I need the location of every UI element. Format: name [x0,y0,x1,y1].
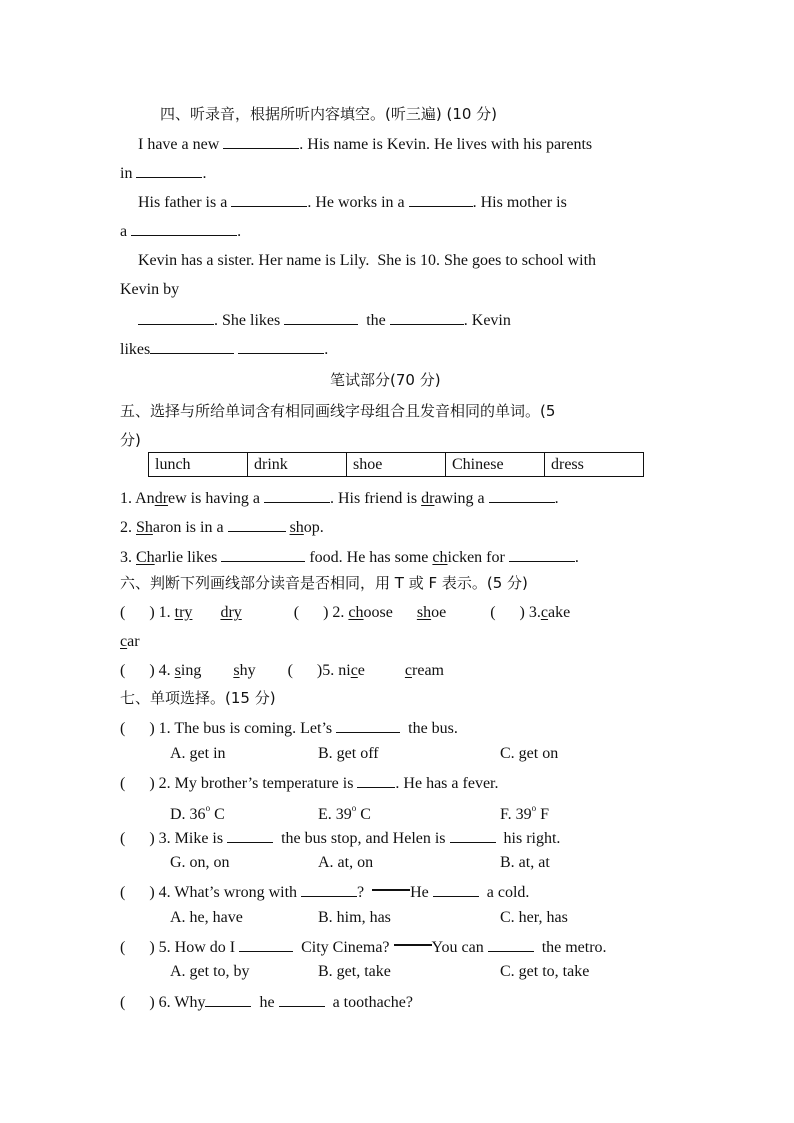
s7-q5-option-c: C. get to, take [500,963,590,980]
blank[interactable] [357,773,395,788]
s7-q3-option-b: B. at, at [500,854,550,871]
s7-q5-stem: ( ) 5. How do I City Cinema? You can the metro. [120,939,607,956]
section5-heading: 五、选择与所给单词含有相同画线字母组合且发音相同的单词。(5 [120,402,556,420]
blank[interactable] [301,882,357,897]
blank[interactable] [238,339,324,354]
s4-line4: a . [120,223,242,240]
s7-q2-option-d: D. 36$^o$ C [170,803,225,823]
s6-row1: ( ) 1. try dry ( ) 2. choose shoe ( ) 3.cake [120,604,571,621]
word-cell: lunch [149,453,248,477]
blank[interactable] [223,134,299,149]
s7-q4-option-c: C. her, has [500,909,568,926]
word-cell: shoe [347,453,446,477]
s7-q5-option-b: B. get, take [318,963,391,980]
blank[interactable] [239,937,293,952]
s4-line7: . She likes the . Kevin [138,310,511,331]
s4-line8: likes . [120,341,329,358]
s7-q3-stem: ( ) 3. Mike is the bus stop, and Helen is his right. [120,830,561,847]
blank[interactable] [433,882,479,897]
section6-heading: 六、判断下列画线部分读音是否相同，用 T 或 F 表示。(5 分) [120,574,528,592]
s7-q1-option-c: C. get on [500,745,559,762]
s6-row3: ( ) 4. sing shy ( )5. nice cream [120,662,444,679]
blank[interactable] [489,488,555,503]
blank[interactable] [131,221,237,236]
blank[interactable] [228,517,286,532]
s7-q5-option-a: A. get to, by [170,963,250,980]
word-cell: Chinese [446,453,545,477]
s4-line5: Kevin has a sister. Her name is Lily. She is 10. She goes to school with [138,252,597,269]
blank[interactable] [409,192,473,207]
word-cell: dress [545,453,644,477]
s7-q6-stem: ( ) 6. Why he a toothache? [120,994,413,1011]
s7-q4-option-b: B. him, has [318,909,391,926]
dash [372,889,410,891]
blank[interactable] [136,163,202,178]
s7-q3-option-g: G. on, on [170,854,230,871]
blank[interactable] [284,310,358,325]
s7-q2-option-e: E. 39$^o$ C [318,803,371,823]
blank[interactable] [138,310,214,325]
blank[interactable] [264,488,330,503]
dash [394,944,432,946]
s7-q3-option-a: A. at, on [318,854,374,871]
s7-q1-stem: ( ) 1. The bus is coming. Let’s the bus. [120,720,458,737]
word-row [149,453,644,477]
blank[interactable] [509,547,575,562]
section4-heading: 四、听录音，根据所听内容填空。(听三遍) (10 分) [160,105,498,123]
blank[interactable] [205,992,251,1007]
s4-line1: I have a new . His name is Kevin. He lives with his parents [138,136,593,153]
s4-line3: His father is a . He works in a . His mother is [138,194,567,211]
blank[interactable] [150,339,234,354]
blank[interactable] [279,992,325,1007]
s4-line2: in . [120,165,207,182]
blank[interactable] [390,310,464,325]
section7-heading: 七、单项选择。(15 分) [120,689,276,707]
written-part-title: 笔试部分(70 分) [330,371,441,389]
s7-q2-stem: ( ) 2. My brother’s temperature is . He has a fever. [120,775,499,792]
s7-q4-option-a: A. he, have [170,909,243,926]
word-table [148,452,644,477]
blank[interactable] [227,828,273,843]
s7-q4-stem: ( ) 4. What’s wrong with ? He a cold. [120,884,530,901]
s7-q1-option-a: A. get in [170,745,226,762]
s5-q3: 3. Charlie likes food. He has some chicken for . [120,549,579,566]
word-cell: drink [248,453,347,477]
section5-heading-cont: 分) [120,431,141,449]
blank[interactable] [336,718,400,733]
blank[interactable] [488,937,534,952]
blank[interactable] [450,828,496,843]
s5-q2: 2. Sharon is in a shop. [120,519,324,536]
s4-line6: Kevin by [120,281,180,298]
blank[interactable] [231,192,307,207]
blank[interactable] [221,547,305,562]
s7-q2-option-f: F. 39$^o$ F [500,803,550,823]
s7-q1-option-b: B. get off [318,745,379,762]
s6-row2: car [120,633,140,650]
s5-q1: 1. Andrew is having a . His friend is drawing a . [120,490,559,507]
